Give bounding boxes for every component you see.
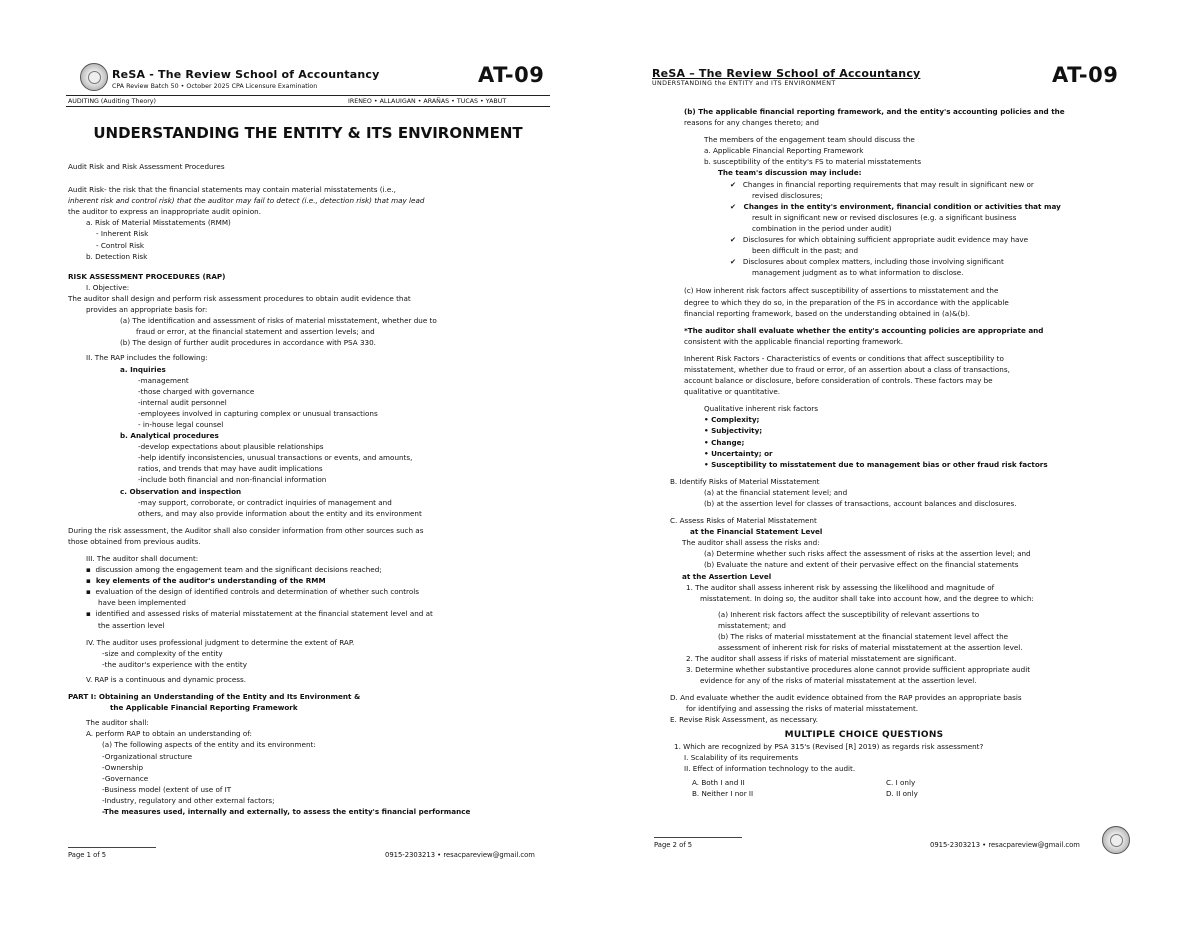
document-title: UNDERSTANDING THE ENTITY & ITS ENVIRONMENT [93,124,523,142]
list-item: (a) The following aspects of the entity and its environment: [102,740,316,750]
contact-info: 0915-2303213 • resacpareview@gmail.com [930,841,1080,849]
paragraph-line: inherent risk and control risk) that the auditor may fail to detect (i.e., detection risk) that may lead [68,196,425,206]
paragraph-line: for identifying and assessing the risks of material misstatement. [686,703,919,713]
paragraph-line: The auditor shall assess the risks and: [682,538,820,548]
list-item: 2. The auditor shall assess if risks of material misstatement are significant. [686,654,957,664]
school-seal-icon [1102,826,1130,854]
authors: IRENEO • ALLAUIGAN • ARAÑAS • TUCAS • YABUT [348,98,507,105]
paragraph-line: During the risk assessment, the Auditor shall also consider information from other sources such as [68,525,424,535]
section-heading: RISK ASSESSMENT PROCEDURES (RAP) [68,271,226,281]
checkmark-icon: ✔ [730,179,737,189]
list-item: (a) at the financial statement level; and [704,487,848,497]
part-heading: the Applicable Financial Reporting Framework [110,703,298,713]
list-item: -Organizational structure [102,751,193,761]
bullet-item: • Susceptibility to misstatement due to management bias or other fraud risk factors [704,459,1048,469]
paragraph-line: revised disclosures; [752,190,823,200]
paragraph-line: reasons for any changes thereto; and [684,118,819,128]
subheading: Qualitative inherent risk factors [704,404,818,414]
subject-label: UNDERSTANDING the ENTITY and ITS ENVIRONMENT [652,80,836,87]
list-item: a. Inquiries [120,364,166,374]
list-item: V. RAP is a continuous and dynamic process. [86,674,247,684]
list-item: -The measures used, internally and externally, to assess the entity's financial performance [102,806,471,816]
question: 1. Which are recognized by PSA 315's (Revised [R] 2019) as regards risk assessment? [674,741,984,751]
batch-line: CPA Review Batch 50 • October 2025 CPA Licensure Examination [112,83,318,90]
paragraph-line: (c) How inherent risk factors affect susceptibility of assertions to misstatement and the [684,286,999,296]
list-item: b. Analytical procedures [120,431,219,441]
mcq-heading: MULTIPLE CHOICE QUESTIONS [784,729,944,740]
checkmark-icon: ✔ [730,235,737,245]
choices-row [684,788,1065,799]
paragraph-line: (b) The applicable financial reporting framework, and the entity's accounting policies and the [684,107,1065,116]
paragraph-line: degree to which they do so, in the preparation of the FS in accordance with the applicable [684,297,1009,307]
list-item: - in-house legal counsel [138,419,224,429]
choices-row [684,777,1065,788]
page1-content [68,161,470,817]
module-code: AT-09 [1052,63,1119,87]
subject-label: AUDITING (Auditing Theory) [68,98,156,105]
list-item: IV. The auditor uses professional judgment to determine the extent of RAP. [86,637,355,647]
list-item: (b) The design of further audit procedures in accordance with PSA 330. [120,338,376,348]
paragraph-line: combination in the period under audit) [752,223,892,233]
paragraph-line: misstatement. In doing so, the auditor shall take into account how, and the degree to which: [700,593,1034,603]
list-item: -help identify inconsistencies, unusual transactions or events, and amounts, [138,453,413,463]
list-item: 1. The auditor shall assess inherent risk by assessing the likelihood and magnitude of [686,582,995,592]
list-item: -those charged with governance [138,386,255,396]
list-item: others, and may also provide information about the entity and its environment [138,508,422,518]
check-item: ✔ Changes in financial reporting requirements that may result in significant new or [730,179,1034,189]
page-number: Page 1 of 5 [68,851,107,859]
list-item: (a) Determine whether such risks affect the assessment of risks at the assertion level; and [704,549,1031,559]
question-statement: I. Scalability of its requirements [684,752,799,762]
subheading: at the Financial Statement Level [690,527,823,537]
part-heading: PART I: Obtaining an Understanding of the Entity and Its Environment & [68,692,361,702]
list-item: - Control Risk [96,240,145,250]
subheader-rule [66,106,550,107]
paragraph-line: evidence for any of the risks of material misstatement at the assertion level. [700,676,977,686]
school-seal-icon [80,63,108,91]
paragraph-line: Audit Risk- the risk that the financial statements may contain material misstatements (i.e., [68,185,396,195]
choice-d[interactable]: D. II only [886,789,918,799]
paragraph-line: assessment of inherent risk for risks of material misstatement at the assertion level. [718,643,1023,653]
check-item: ✔ Changes in the entity's environment, financial condition or activities that may [730,201,1061,211]
list-item: III. The auditor shall document: [86,554,199,563]
bullet-item: ▪ discussion among the engagement team and the significant decisions reached; [86,565,382,575]
list-item: a. Risk of Material Misstatements (RMM) [86,218,231,228]
list-item: -develop expectations about plausible relationships [138,442,324,452]
school-name: ReSA - The Review School of Accountancy [112,68,380,81]
list-item: -the auditor's experience with the entity [102,659,247,669]
check-item: ✔ Disclosures for which obtaining sufficient appropriate audit evidence may have [730,235,1029,245]
paragraph-line: provides an appropriate basis for: [86,305,208,315]
list-item: C. Assess Risks of Material Misstatement [670,516,817,526]
paragraph-line: financial reporting framework, based on the understanding obtained in (a)&(b). [684,308,971,318]
subheading: at the Assertion Level [682,571,772,581]
paragraph-line: those obtained from previous audits. [68,536,201,546]
list-item: -Industry, regulatory and other external factors; [102,795,275,805]
paragraph-line: The auditor shall: [86,718,149,728]
bullet-item: ▪ identified and assessed risks of material misstatement at the financial statement level and at [86,609,433,619]
paragraph-line: consistent with the applicable financial reporting framework. [684,336,904,346]
footer-rule [68,847,156,848]
bullet-item: • Subjectivity; [704,426,763,436]
page2-content [670,106,1065,799]
bullet-item: • Change; [704,437,745,447]
list-item: -may support, corroborate, or contradict inquiries of management and [138,497,392,507]
list-item: 3. Determine whether substantive procedures alone cannot provide sufficient appropriate audit [686,665,1031,675]
paragraph-line: have been implemented [98,598,186,608]
list-item: (b) at the assertion level for classes of transactions, account balances and disclosures. [704,499,1017,508]
paragraph-line: management judgment as to what information to disclose. [752,268,964,278]
list-item: The team's discussion may include: [718,168,862,178]
paragraph-line: the assertion level [98,620,165,630]
paragraph-line: account balance or disclosure, before consideration of controls. These factors may be [684,376,993,386]
list-item: -employees involved in capturing complex or unusual transactions [138,408,378,418]
paragraph-line: The members of the engagement team should discuss the [704,135,915,145]
list-item: fraud or error, at the financial statement and assertion levels; and [136,327,375,337]
list-item: ratios, and trends that may have audit implications [138,464,323,474]
list-item: -Governance [102,773,149,783]
paragraph-line: The auditor shall design and perform risk assessment procedures to obtain audit evidence that [68,293,411,303]
header-rule [66,95,550,96]
list-item: E. Revise Risk Assessment, as necessary. [670,714,818,724]
module-code: AT-09 [478,63,545,87]
choice-a[interactable]: A. Both I and II [692,778,745,788]
list-item: c. Observation and inspection [120,486,242,496]
checkmark-icon: ✔ [730,257,737,267]
paragraph-line: *The auditor shall evaluate whether the entity's accounting policies are appropriate and [684,325,1044,335]
contact-info: 0915-2303213 • resacpareview@gmail.com [385,851,535,859]
paragraph-line: Inherent Risk Factors - Characteristics of events or conditions that affect susceptibility to [684,353,1004,363]
list-item: a. Applicable Financial Reporting Framework [704,146,864,156]
bullet-item: ▪ key elements of the auditor's understanding of the RMM [86,576,326,586]
paragraph-line: the auditor to express an inappropriate audit opinion. [68,207,261,217]
footer-rule [654,837,742,838]
list-item: II. The RAP includes the following: [86,353,208,363]
list-item: (a) The identification and assessment of risks of material misstatement, whether due to [120,316,437,326]
choice-b[interactable]: B. Neither I nor II [692,789,754,799]
page-2 [600,0,1200,927]
list-item: (b) Evaluate the nature and extent of their pervasive effect on the financial statements [704,560,1019,570]
paragraph-line: result in significant new or revised disclosures (e.g. a significant business [752,212,1017,222]
list-item: -size and complexity of the entity [102,648,223,658]
paragraph-line: misstatement; and [718,620,786,630]
list-item: -include both financial and non-financial information [138,475,327,485]
list-item: (b) The risks of material misstatement at the financial statement level affect the [718,632,1009,642]
list-item: b. Detection Risk [86,251,148,261]
checkmark-icon: ✔ [730,201,737,211]
paragraph-line: misstatement, whether due to fraud or error, of an assertion about a class of transactions, [684,364,1010,374]
list-item: D. And evaluate whether the audit evidence obtained from the RAP provides an appropriate basis [670,692,1022,702]
page-number: Page 2 of 5 [654,841,693,849]
list-item: A. perform RAP to obtain an understanding of: [86,729,252,739]
check-item: ✔ Disclosures about complex matters, including those involving significant [730,257,1004,267]
list-item: - Inherent Risk [96,229,149,239]
paragraph-line: qualitative or quantitative. [684,387,781,397]
choice-c[interactable]: C. I only [886,778,916,788]
question-statement: II. Effect of information technology to the audit. [684,764,856,774]
bullet-item: ▪ evaluation of the design of identified controls and determination of whether such controls [86,587,419,597]
list-item: (a) Inherent risk factors affect the susceptibility of relevant assertions to [718,609,980,619]
paragraph-line: been difficult in the past; and [752,246,859,256]
list-item: -Ownership [102,762,144,772]
list-item: I. Objective: [86,282,130,292]
list-item: -management [138,375,189,385]
heading: Audit Risk and Risk Assessment Procedures [68,162,225,171]
school-name: ReSA – The Review School of Accountancy [652,67,921,80]
bullet-item: • Complexity; [704,415,760,425]
list-item: -internal audit personnel [138,397,227,407]
bullet-item: • Uncertainty; or [704,448,773,458]
list-item: -Business model (extent of use of IT [102,784,232,794]
list-item: b. susceptibility of the entity's FS to material misstatements [704,157,922,167]
list-item: B. Identify Risks of Material Misstatement [670,476,820,486]
